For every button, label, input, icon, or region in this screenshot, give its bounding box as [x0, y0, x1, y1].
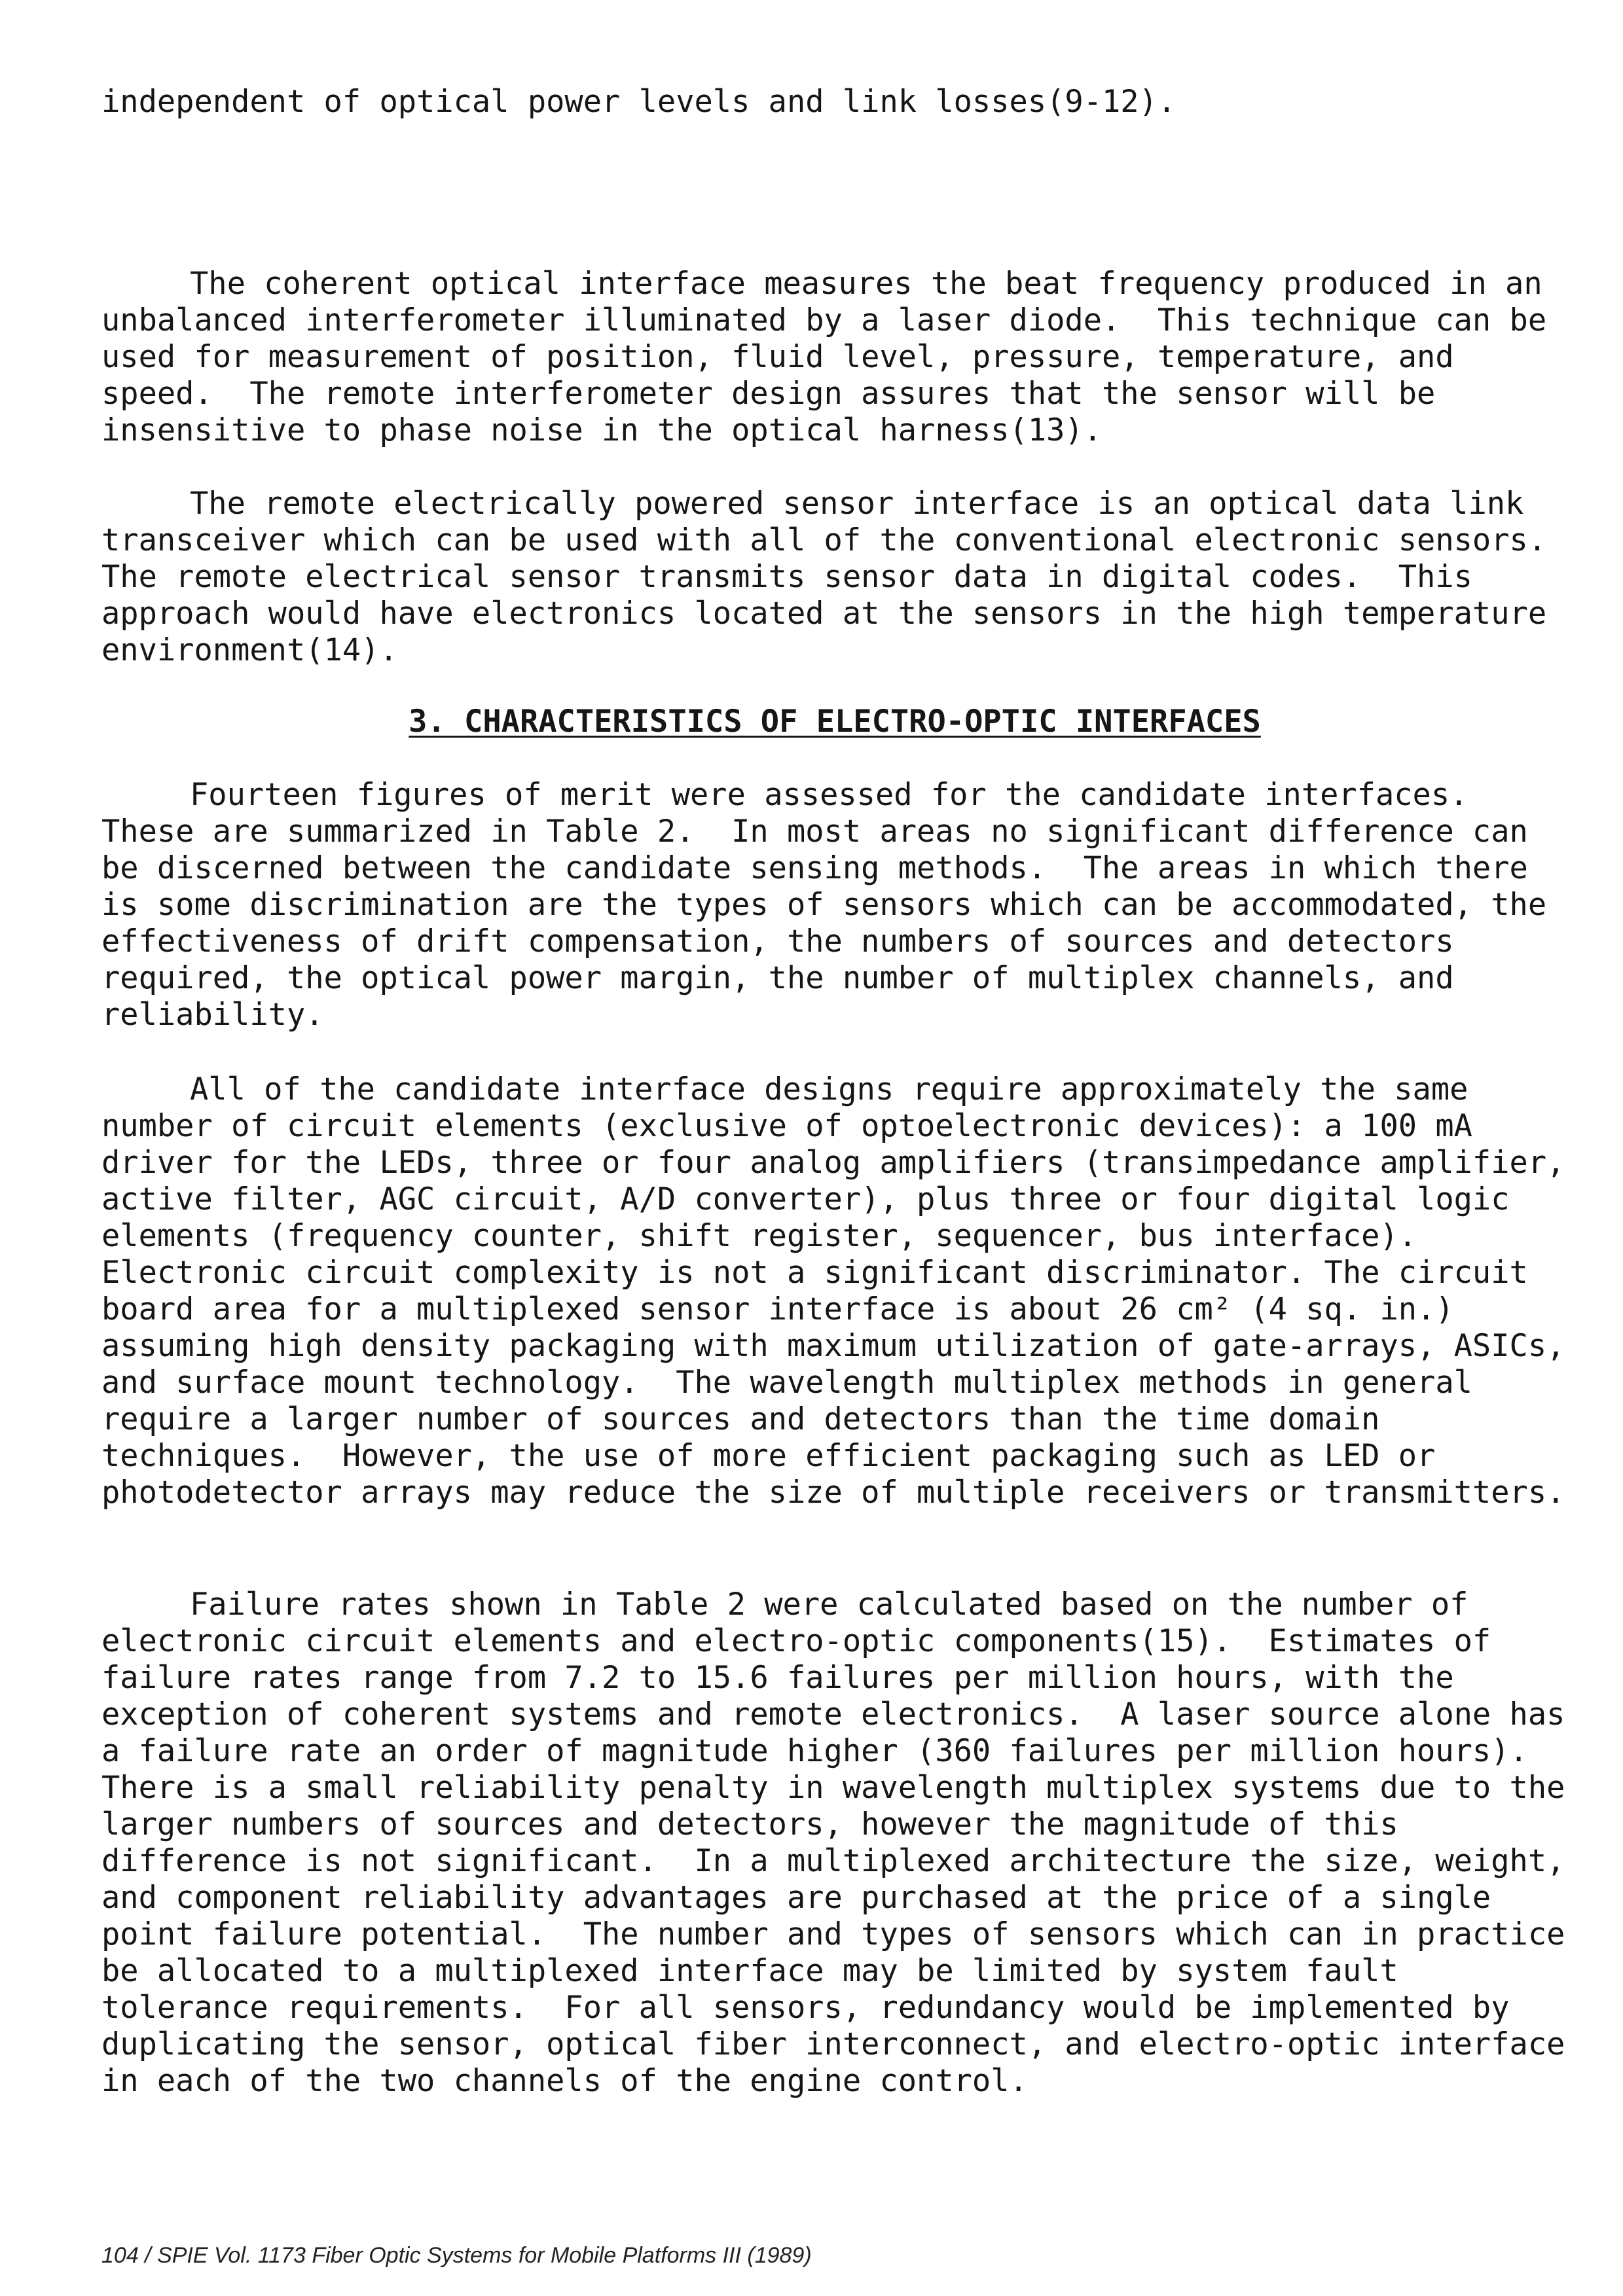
section-heading	[101, 704, 1568, 740]
paragraph-continuation: independent of optical power levels and link losses(9-12).	[101, 84, 1176, 120]
paragraph-failure-rates: Failure rates shown in Table 2 were calculated based on the number of electronic circuit elements and electro-optic components(15). Estimates of failure rates range from 7.2 to 15.6 failures per million hours, with the exception of coherent systems and remote electronics. A laser source alone has a failure rate an order of magnitude higher (360 failures per million hours). There is a small reliability penalty in wavelength multiplex systems due to the larger numbers of sources and detectors, however the magnitude of this difference is not significant. In a multiplexed architecture the size, weight, and component reliability advantages are purchased at the price of a single point failure potential. The number and types of sensors which can in practice be allocated to a multiplexed interface may be limited by system fault tolerance requirements. For all sensors, redundancy would be implemented by duplicating the sensor, optical fiber interconnect, and electro-optic interface in each of the two channels of the engine control.	[101, 1587, 1584, 2099]
paragraph-coherent-interface: The coherent optical interface measures the beat frequency produced in an unbalanced interferometer illuminated by a laser diode. This technique can be used for measurement of position, fluid level, pressure, temperature, and speed. The remote interferometer design assures that the sensor will be insensitive to phase noise in the optical harness(13).	[101, 266, 1565, 448]
section-heading-text: 3. CHARACTERISTICS OF ELECTRO-OPTIC INTERFACES	[409, 704, 1261, 740]
paragraph-circuit-elements: All of the candidate interface designs require approximately the same number of circuit elements (exclusive of optoelectronic devices): a 100 mA driver for the LEDs, three or four analog amplifiers (transimpedance amplifier, active filter, AGC circuit, A/D converter), plus three or four digital logic elements (frequency counter, shift register, sequencer, bus interface). Electronic circuit complexity is not a significant discriminator. The circuit board area for a multiplexed sensor interface is about 26 cm² (4 sq. in.) assuming high density packaging with maximum utilization of gate-arrays, ASICs, and surface mount technology. The wavelength multiplex methods in general require a larger number of sources and detectors than the time domain techniques. However, the use of more efficient packaging such as LED or photodetector arrays may reduce the size of multiple receivers or transmitters.	[101, 1071, 1584, 1511]
paragraph-remote-electrical-sensor: The remote electrically powered sensor interface is an optical data link transceiver which can be used with all of the conventional electronic sensors. The remote electrical sensor transmits sensor data in digital codes. This approach would have electronics located at the sensors in the high temperature environment(14).	[101, 486, 1565, 668]
paragraph-figures-of-merit: Fourteen figures of merit were assessed for the candidate interfaces. These are summarized in Table 2. In most areas no significant difference can be discerned between the candidate sensing methods. The areas in which there is some discrimination are the types of sensors which can be accommodated, the effectiveness of drift compensation, the numbers of sources and detectors required, the optical power margin, the number of multiplex channels, and reliability.	[101, 777, 1565, 1033]
page-footer: 104 / SPIE Vol. 1173 Fiber Optic Systems for Mobile Platforms III (1989)	[101, 2243, 812, 2268]
